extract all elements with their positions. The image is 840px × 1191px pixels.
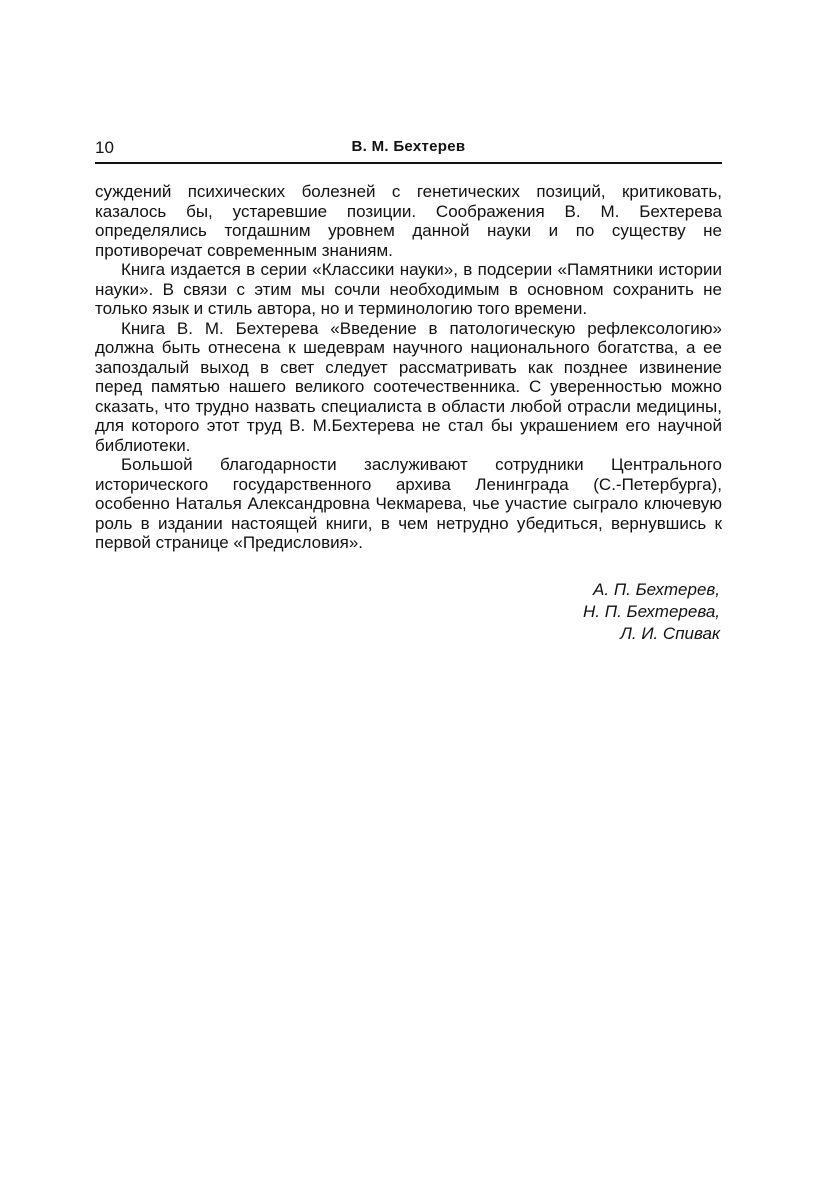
paragraph: Большой благодарности заслуживают сотрудники Центрального исторического государственного архива Ленинграда (С.-Петербурга), особенно Наталья Александровна Чекмарева, чье участие сыграло ключевую роль в издании настоящей книги, в чем нетрудно убедиться, вернувшись к первой странице «Предисловия». xyxy=(95,455,722,552)
paragraph: Книга издается в серии «Классики науки», в подсерии «Памятники истории науки». В связи с этим мы сочли необходимым в основном сохранить не только язык и стиль автора, но и терминологию того времени. xyxy=(95,260,722,318)
signature-author-1: А. П. Бехтерев, xyxy=(593,579,720,599)
document-page xyxy=(95,132,722,645)
body-text xyxy=(95,182,722,553)
signature-author-2: Н. П. Бехтерева, xyxy=(583,601,720,621)
signature-author-3: Л. И. Спивак xyxy=(620,623,720,643)
paragraph: Книга В. М. Бехтерева «Введение в патологическую рефлексологию» должна быть отнесена к шедеврам научного национального богатства, а ее запоздалый выход в свет следует рассматривать как позднее извинение перед памятью нашего великого соотечественника. С уверенностью можно сказать, что трудно назвать специалиста в области любой отрасли медицины, для которого этот труд В. М.Бехтерева не стал бы украшением его научной библиотеки. xyxy=(95,318,722,455)
page-number: 10 xyxy=(95,138,114,157)
paragraph-continued: суждений психических болезней с генетических позиций, критиковать, казалось бы, устаревшие позиции. Соображения В. М. Бехтерева определялись тогдашним уровнем данной науки и по существу не противоречат современным знаниям. xyxy=(95,182,722,260)
running-header xyxy=(95,132,722,164)
signature-block xyxy=(95,579,722,645)
running-title: В. М. Бехтерев xyxy=(351,138,466,155)
